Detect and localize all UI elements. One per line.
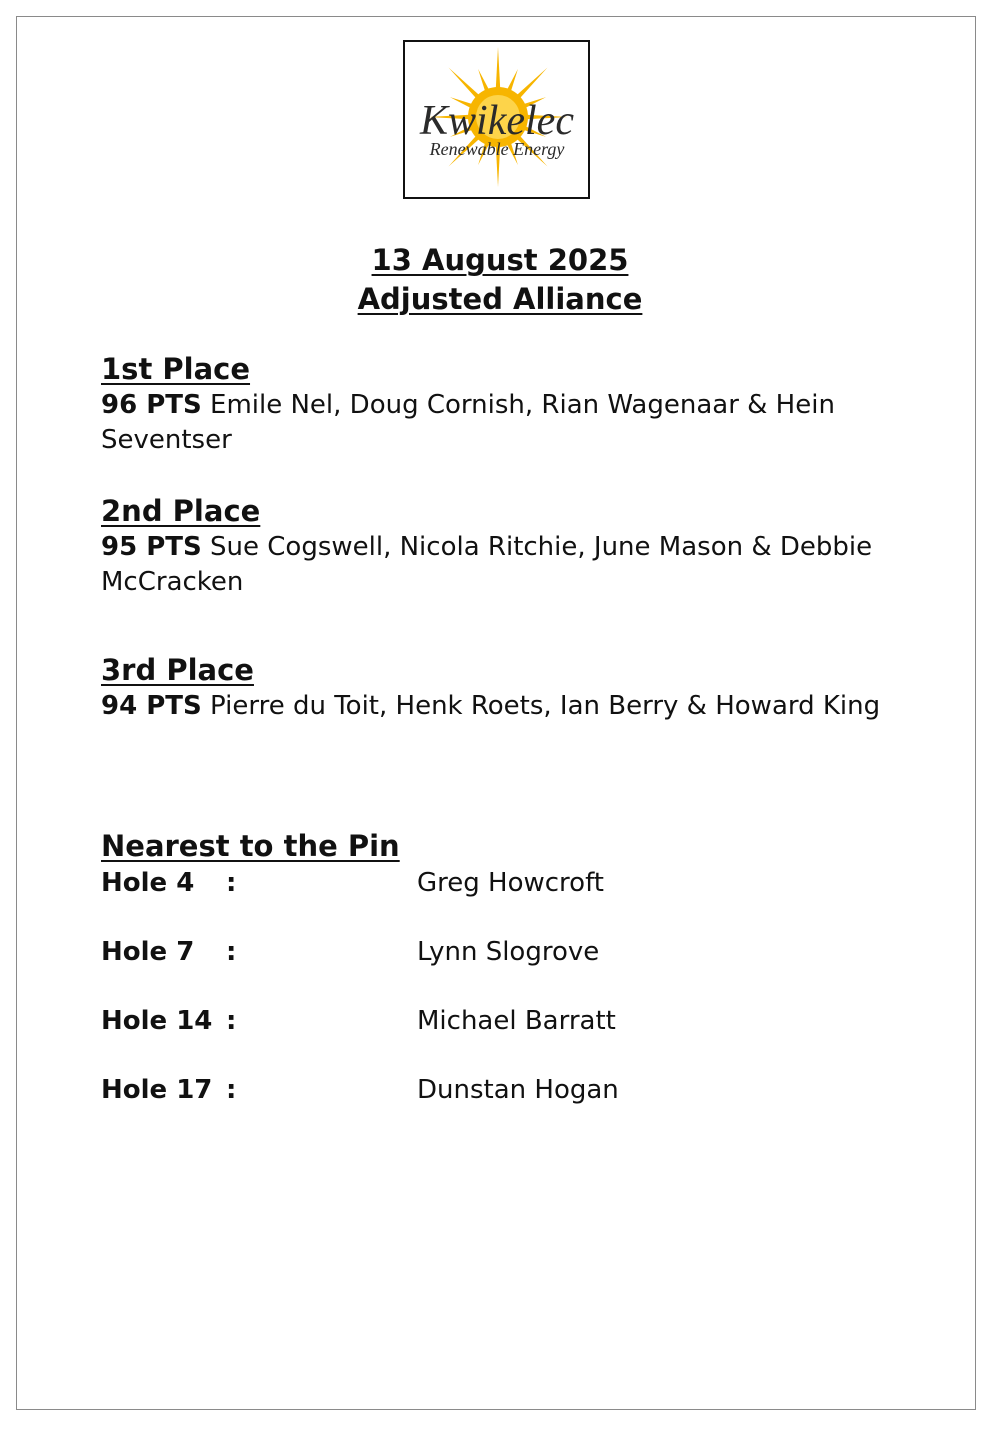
pin-row — [101, 1073, 901, 1108]
pin-row — [101, 1004, 901, 1039]
pin-separator: : — [226, 1075, 237, 1105]
third-place-players: Pierre du Toit, Henk Roets, Ian Berry & Howard King — [210, 691, 881, 721]
kwikelec-logo — [403, 40, 590, 199]
pin-winner: Lynn Slogrove — [417, 937, 600, 967]
sun-ray — [496, 47, 501, 91]
pin-separator: : — [226, 937, 237, 967]
sun-ray — [449, 68, 482, 101]
pin-winner: Greg Howcroft — [417, 868, 604, 898]
pin-hole: Hole 17 — [101, 1075, 213, 1105]
second-place-entry — [101, 530, 911, 600]
pin-separator: : — [226, 1006, 237, 1036]
pin-row — [101, 866, 901, 901]
first-place-heading: 1st Place — [101, 352, 251, 386]
second-place-heading: 2nd Place — [101, 494, 261, 528]
third-place-heading: 3rd Place — [101, 653, 254, 687]
logo-brand: Kwikelec — [420, 98, 574, 144]
pin-hole: Hole 7 — [101, 937, 195, 967]
first-place-entry — [101, 388, 911, 458]
competition-title: Adjusted Alliance — [357, 282, 643, 316]
third-place-points: 94 PTS — [101, 691, 202, 721]
sun-ray — [515, 68, 548, 101]
first-place-players: Emile Nel, Doug Cornish, Rian Wagenaar & Hein Seventser — [101, 390, 835, 455]
second-place-players: Sue Cogswell, Nicola Ritchie, June Mason & Debbie McCracken — [101, 532, 873, 597]
pin-hole: Hole 4 — [101, 868, 195, 898]
pin-row — [101, 935, 901, 970]
nearest-pin-heading: Nearest to the Pin — [101, 829, 400, 863]
second-place-points: 95 PTS — [101, 532, 202, 562]
logo-tagline: Renewable Energy — [429, 139, 565, 159]
event-date: 13 August 2025 — [371, 243, 629, 277]
pin-separator: : — [226, 868, 237, 898]
first-place-points: 96 PTS — [101, 390, 202, 420]
pin-hole: Hole 14 — [101, 1006, 213, 1036]
pin-winner: Michael Barratt — [417, 1006, 616, 1036]
pin-winner: Dunstan Hogan — [417, 1075, 619, 1105]
third-place-entry — [101, 689, 911, 724]
